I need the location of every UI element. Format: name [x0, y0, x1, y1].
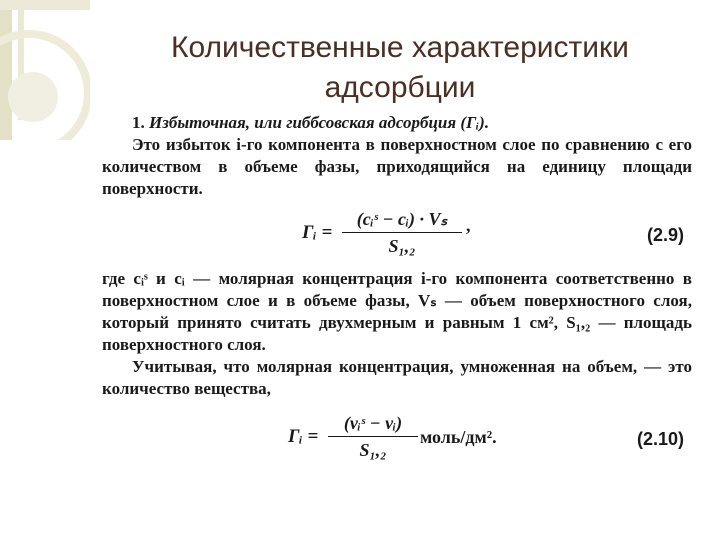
decor-circle [8, 72, 58, 122]
explanation-paragraph: где cᵢˢ и cᵢ — молярная концентрация i-го компонента соответственно в поверхностном слое и в объеме фазы, Vₛ — объем поверхностного слоя, который принято считать двухмерным и равным 1 см², S₁,₂ — площадь поверхностного слоя. [102, 269, 692, 354]
corner-decoration [0, 0, 90, 140]
formula-lhs: Γᵢ = [302, 222, 333, 243]
formula-fraction [328, 412, 418, 461]
equation-number: (2.9) [646, 225, 684, 245]
note-paragraph: Учитывая, что молярная концентрация, умноженная на объем, — это количество вещества, [102, 357, 692, 398]
slide-title [150, 28, 650, 108]
heading-number: 1. [132, 113, 145, 132]
formula-numerator: (cᵢˢ − cᵢ) · Vₛ [342, 208, 462, 233]
formula-numerator: (νᵢˢ − νᵢ) [328, 412, 418, 437]
definition-paragraph: Это избыток i-го компонента в поверхностном слое по сравнению с его количеством в объеме фазы, приходящийся на единицу площади поверхности. [102, 135, 692, 198]
formula-tail: , [466, 215, 471, 235]
title-line-1: Количественные характеристики [171, 31, 629, 64]
formula-lhs: Γᵢ = [288, 426, 319, 447]
formula-denominator: S₁,₂ [359, 440, 387, 460]
formula-2-10 [102, 412, 692, 468]
document-body [102, 112, 692, 474]
formula-unit: моль/дм². [420, 427, 497, 447]
formula-2-9 [102, 208, 692, 262]
formula-fraction [342, 208, 462, 257]
formula-denominator: S₁,₂ [388, 236, 416, 256]
title-line-2: адсорбции [324, 71, 476, 104]
heading-text: Избыточная, или гиббсовская адсорбция (Γᵢ). [149, 113, 490, 132]
equation-number: (2.10) [636, 429, 684, 449]
section-heading [102, 112, 692, 134]
decor-stripe [0, 0, 90, 10]
